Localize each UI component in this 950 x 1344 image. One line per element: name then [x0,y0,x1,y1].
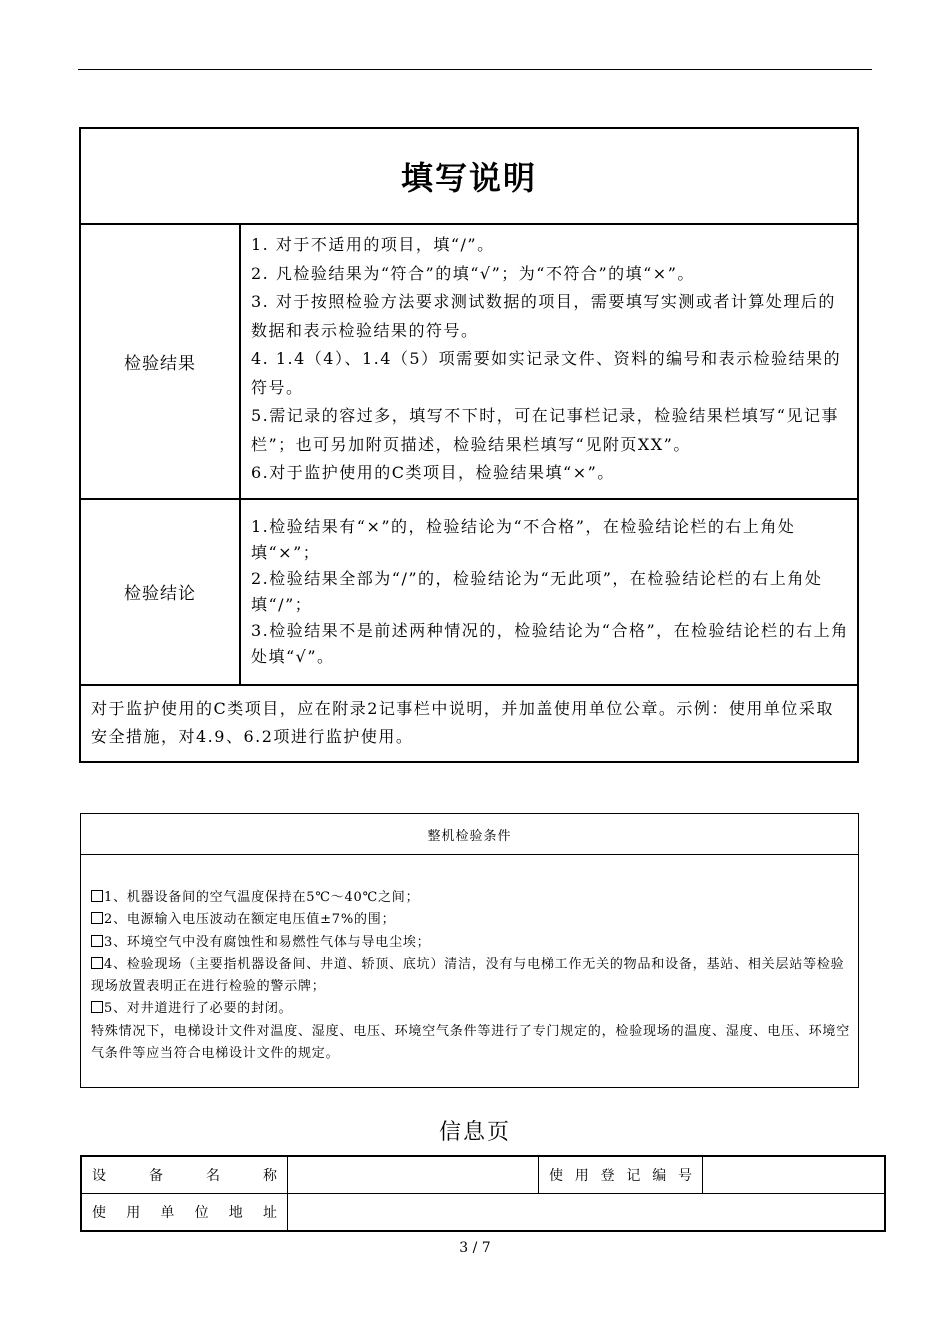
condition-text: 3、环境空气中没有腐蚀性和易燃性气体与导电尘埃； [104,934,431,950]
instructions-title: 填写说明 [81,129,857,225]
equipment-name-field[interactable] [288,1157,539,1193]
result-row [81,225,857,500]
registration-number-label: 使 用 登 记 编 号 [539,1157,703,1193]
condition-text: 1、机器设备间的空气温度保持在5℃～40℃之间； [104,890,420,905]
conclusion-item: 3.检验结果不是前述两种情况的，检验结论为“合格”，在检验结论栏的右上角处填“√”。 [251,620,849,666]
instructions-table [79,127,859,763]
condition-item [91,998,856,1020]
conclusion-label: 检验结论 [81,500,241,684]
conditions-note: 特殊情况下，电梯设计文件对温度、湿度、电压、环境空气条件等进行了专门规定的，检验现场的温度、湿度、电压、环境空气条件等应当符合电梯设计文件的规定。 [91,1023,851,1062]
checkbox-icon[interactable] [91,1001,103,1013]
equipment-name-label: 设 备 名 称 [82,1157,288,1193]
conditions-table [80,813,859,1088]
page-number: 3 / 7 [459,1240,491,1256]
checkbox-icon[interactable] [91,912,103,924]
info-row-address [82,1193,884,1230]
condition-item [91,887,856,909]
conditions-title: 整机检验条件 [81,814,858,855]
checkbox-icon[interactable] [91,890,103,902]
conditions-body [81,855,858,1065]
conclusion-instructions [241,500,857,684]
condition-text: 4、检验现场（主要指机器设备间、井道、轿顶、底坑）清洁，没有与电梯工作无关的物品和设备，基站、相关层站等检验现场放置表明正在进行检验的警示牌； [91,956,845,995]
info-row-equipment [82,1157,884,1193]
result-item: 6.对于监护使用的C类项目，检验结果填“×”。 [251,463,615,482]
address-field[interactable] [288,1194,884,1230]
result-label: 检验结果 [81,225,241,498]
condition-text: 2、电源输入电压波动在额定电压值±7%的围； [104,912,396,928]
header-rule [78,69,872,70]
address-label: 使 用 单 位 地 址 [82,1194,288,1230]
conclusion-item: 1.检验结果有“×”的，检验结论为“不合格”，在检验结论栏的右上角处填“×”； [251,516,796,562]
condition-item [91,954,856,999]
instructions-footer: 对于监护使用的C类项目，应在附录2记事栏中说明，并加盖使用单位公章。示例：使用单位采取安全措施，对4.9、6.2项进行监护使用。 [91,698,834,746]
condition-item [91,909,856,931]
condition-item [91,932,856,954]
condition-text: 5、对井道进行了必要的封闭。 [104,1001,293,1017]
result-instructions [241,225,857,498]
conclusion-row [81,500,857,686]
result-item: 2. 凡检验结果为“符合”的填“√”；为“不符合”的填“×”。 [251,263,695,283]
info-title: 信息页 [438,1120,511,1145]
result-item: 5.需记录的容过多，填写不下时，可在记事栏记录，检验结果栏填写“见记事栏”；也可另加附页描述，检验结果栏填写“见附页XX”。 [251,406,839,454]
checkbox-icon[interactable] [91,957,103,969]
conclusion-item: 2.检验结果全部为“/”的，检验结论为“无此项”，在检验结论栏的右上角处填“/”； [251,568,823,614]
result-item: 1. 对于不适用的项目，填“/”。 [251,235,495,254]
checkbox-icon[interactable] [91,935,103,947]
registration-number-field[interactable] [703,1157,884,1193]
result-item: 4. 1.4（4）、1.4（5）项需要如实记录文件、资料的编号和表示检验结果的符号。 [251,349,842,397]
info-table [80,1155,886,1232]
result-item: 3. 对于按照检验方法要求测试数据的项目，需要填写实测或者计算处理后的数据和表示检验结果的符号。 [251,292,836,340]
